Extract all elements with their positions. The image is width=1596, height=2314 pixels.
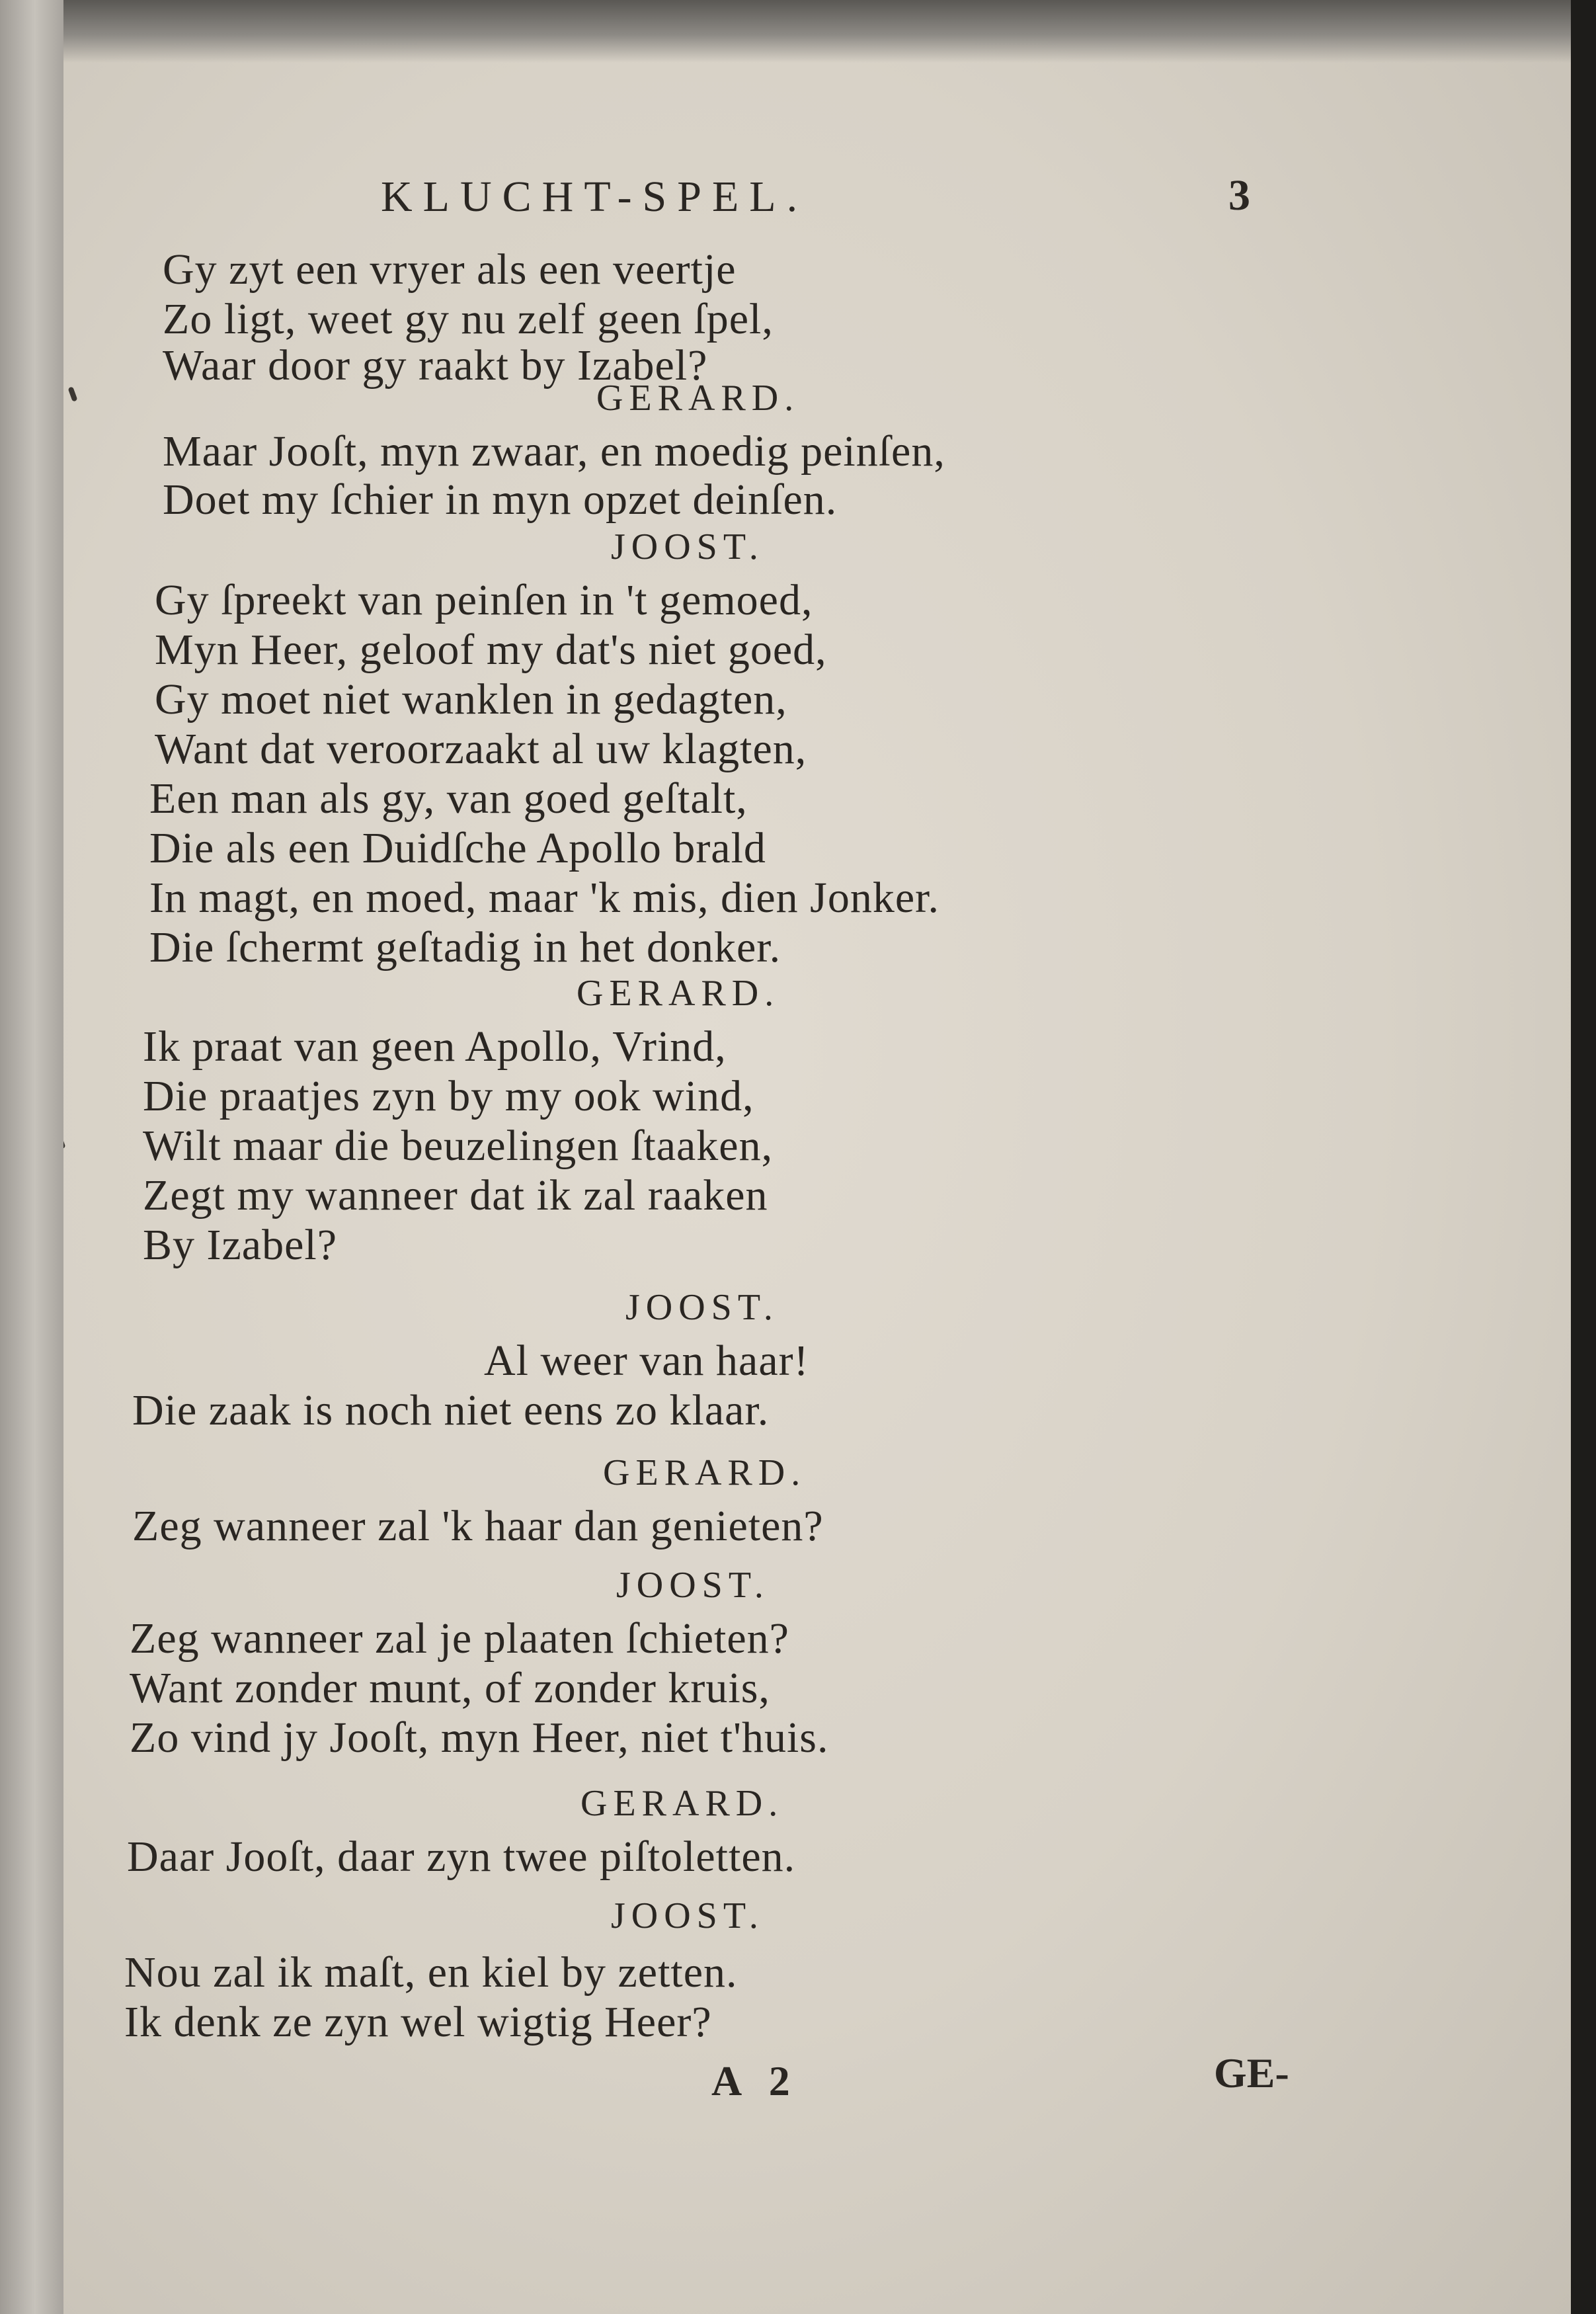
verse-line: Die praatjes zyn by my ook wind, xyxy=(143,1072,754,1120)
verse-line: Want zonder munt, of zonder kruis, xyxy=(130,1664,770,1712)
verse-line: Waar door gy raakt by Izabel? xyxy=(163,341,708,390)
verse-line: Die als een Duidſche Apollo brald xyxy=(149,824,766,872)
speaker-name: GERARD. xyxy=(596,378,800,419)
speaker-name: GERARD. xyxy=(603,1452,807,1493)
speaker-name: JOOST. xyxy=(625,1287,779,1328)
verse-line: Zo ligt, weet gy nu zelf geen ſpel, xyxy=(163,295,774,343)
verse-line: Gy zyt een vryer als een veertje xyxy=(163,245,737,294)
verse-line: Ik denk ze zyn wel wigtig Heer? xyxy=(124,1998,712,2046)
verse-line: By Izabel? xyxy=(143,1221,338,1269)
verse-line: Een man als gy, van goed geſtalt, xyxy=(149,774,748,823)
ink-mark xyxy=(67,386,77,401)
verse-line: Ik praat van geen Apollo, Vrind, xyxy=(143,1022,727,1071)
verse-line: Daar Jooſt, daar zyn twee piſtoletten. xyxy=(127,1833,796,1881)
verse-line: Die zaak is noch niet eens zo klaar. xyxy=(132,1386,770,1434)
verse-line: Maar Jooſt, myn zwaar, en moedig peinſen, xyxy=(163,427,945,475)
running-header: KLUCHT-SPEL. xyxy=(381,173,809,221)
verse-line: In magt, en moed, maar 'k mis, dien Jonker. xyxy=(149,874,939,922)
speaker-name: GERARD. xyxy=(577,973,780,1014)
page-top-shadow xyxy=(63,0,1571,63)
verse-line: Wilt maar die beuzelingen ſtaaken, xyxy=(143,1122,774,1170)
page-edge-shadow xyxy=(1571,0,1596,2314)
verse-line: Gy ſpreekt van peinſen in 't gemoed, xyxy=(155,576,813,624)
book-page xyxy=(63,0,1571,2314)
verse-line: Want dat veroorzaakt al uw klagten, xyxy=(155,725,807,773)
verse-line: Die ſchermt geſtadig in het donker. xyxy=(149,923,781,971)
verse-line: Nou zal ik maſt, en kiel by zetten. xyxy=(124,1948,738,1997)
speaker-name: JOOST. xyxy=(616,1565,770,1606)
verse-line: Myn Heer, geloof my dat's niet goed, xyxy=(155,626,827,674)
verse-line: Zeg wanneer zal je plaaten ſchieten? xyxy=(130,1614,789,1663)
book-spine xyxy=(0,0,63,2314)
speaker-name: JOOST. xyxy=(611,526,764,567)
verse-line: Zeg wanneer zal 'k haar dan genieten? xyxy=(132,1502,824,1550)
verse-line: Zo vind jy Jooſt, myn Heer, niet t'huis. xyxy=(130,1714,829,1762)
speaker-name: JOOST. xyxy=(611,1895,764,1936)
page-number: 3 xyxy=(1228,171,1250,220)
verse-line: Doet my ſchier in myn opzet deinſen. xyxy=(163,475,838,524)
catchword: GE- xyxy=(1214,2049,1289,2096)
ink-mark xyxy=(63,1134,66,1149)
speaker-name: GERARD. xyxy=(580,1783,784,1824)
verse-line: Zegt my wanneer dat ik zal raaken xyxy=(143,1171,768,1219)
verse-line: Gy moet niet wanklen in gedagten, xyxy=(155,675,787,723)
signature-mark: A 2 xyxy=(711,2057,799,2104)
verse-line: Al weer van haar! xyxy=(484,1337,809,1385)
